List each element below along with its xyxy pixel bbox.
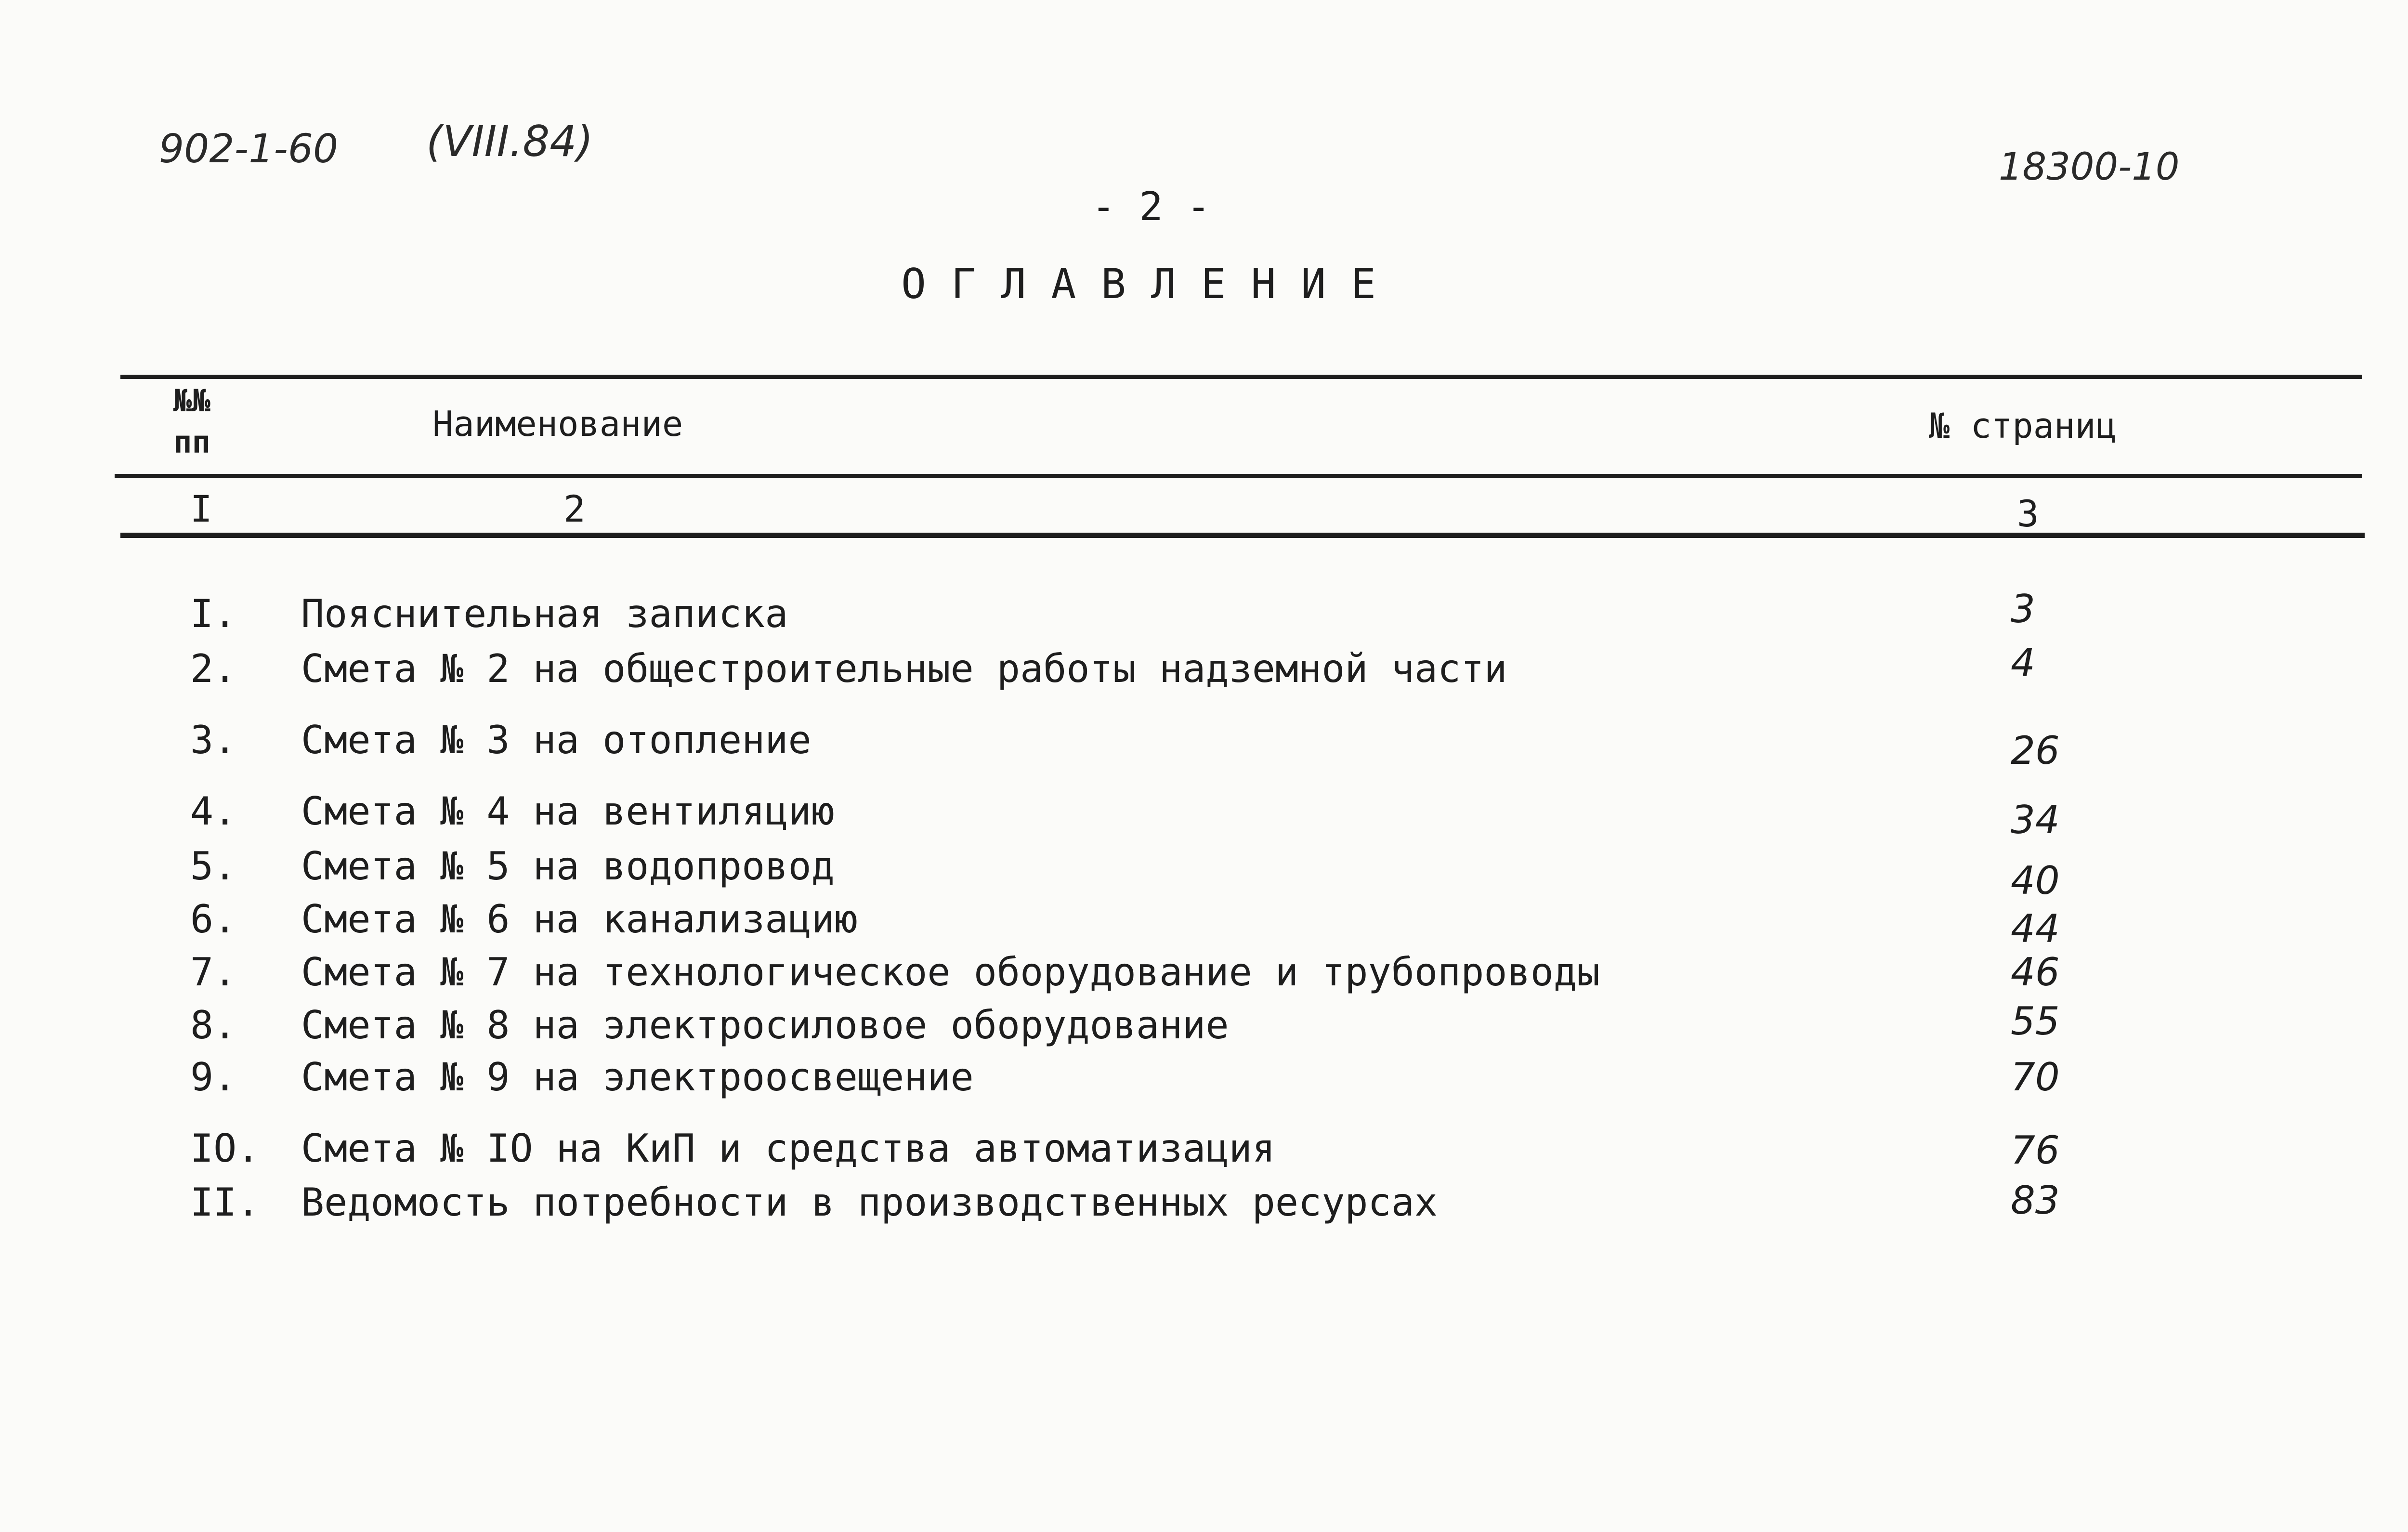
toc-row-page: 55 [2011,999,2060,1044]
toc-row [0,1180,2408,1228]
toc-row [0,950,2408,998]
toc-row-page: 83 [2011,1178,2060,1223]
toc-row-page: 46 [2011,950,2060,995]
document-title: ОГЛАВЛЕНИЕ [901,260,1401,308]
column-number-1: I [190,487,212,530]
toc-row-number: II. [190,1180,260,1225]
toc-row [0,1055,2408,1103]
page-number: - 2 - [1091,184,1211,230]
toc-row-number: 9. [190,1055,237,1100]
header-item-number [173,380,210,463]
toc-row-title: Смета № IO на КиП и средства автоматизация [301,1126,1275,1171]
toc-row-number: IO. [190,1126,260,1171]
toc-row [0,641,2408,694]
header-pages: № страниц [1929,406,2117,446]
document-code: 902-1-60 [159,126,339,172]
toc-row [0,999,2408,1051]
toc-row-number: 8. [190,1003,237,1048]
toc-row [0,897,2408,951]
toc-row-page: 40 [2011,858,2060,903]
table-rule-top [120,375,2362,379]
toc-row-number: 3. [190,718,237,762]
toc-row-title: Смета № 3 на отопление [301,718,811,762]
column-number-3: 3 [2017,492,2039,535]
toc-row [0,587,2408,640]
toc-row-page: 34 [2011,798,2060,842]
toc-row-number: I. [190,591,237,636]
toc-row-title: Ведомость потребности в производственных ресурсах [301,1180,1438,1225]
toc-row-page: 26 [2011,728,2060,773]
toc-row-number: 2. [190,646,237,691]
toc-row-title: Смета № 6 на канализацию [301,897,858,942]
toc-row-title: Смета № 5 на водопровод [301,844,835,889]
toc-row-number: 6. [190,897,237,942]
toc-row-number: 4. [190,789,237,834]
toc-row-page: 76 [2011,1128,2060,1173]
header-item-number-line1: №№ [173,383,211,419]
toc-row-title: Смета № 7 на технологическое оборудование и трубопроводы [301,950,1600,995]
toc-row-title: Смета № 2 на общестроительные работы надземной части [301,646,1507,691]
toc-row-number: 5. [190,844,237,889]
toc-row [0,1126,2408,1174]
toc-row [0,844,2408,903]
toc-row-page: 4 [2011,641,2035,685]
toc-row-title: Смета № 8 на электросиловое оборудование [301,1003,1229,1048]
toc-row-title: Смета № 9 на электроосвещение [301,1055,974,1100]
toc-row-title: Пояснительная записка [301,591,788,636]
header-name: Наименование [432,404,683,444]
toc-row [0,789,2408,842]
document-date: (VIII.84) [426,117,593,166]
table-rule-header [115,474,2362,478]
toc-row-page: 44 [2011,906,2060,951]
toc-row-page: 70 [2011,1055,2060,1100]
toc-row-page: 3 [2011,587,2035,631]
document-number: 18300-10 [1999,145,2180,189]
toc-row-title: Смета № 4 на вентиляцию [301,789,835,834]
header-item-number-line2: пп [173,425,211,460]
column-number-2: 2 [563,487,586,530]
toc-row [0,718,2408,773]
toc-row-number: 7. [190,950,237,995]
